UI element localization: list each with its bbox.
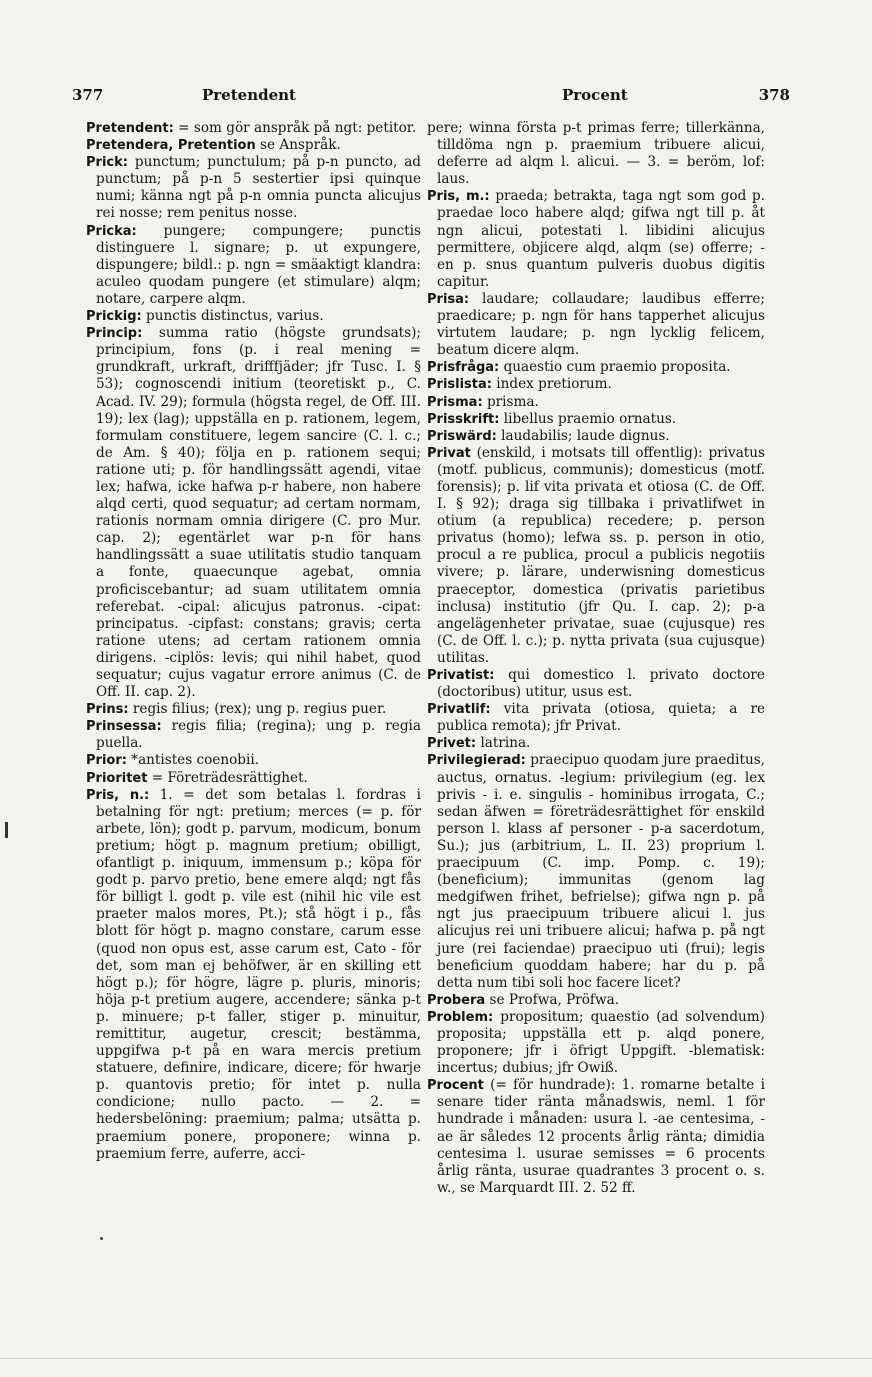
dictionary-entry [427,752,765,991]
dictionary-entry [86,154,421,222]
entry-text: libellus praemio ornatus. [503,410,677,427]
dictionary-entry [86,137,421,154]
dictionary-entry [86,787,421,1163]
entry-text: qui domestico l. privato doctore (doctoribus) utitur, usus est. [437,667,765,701]
dictionary-entry [427,1009,765,1077]
entry-text: quaestio cum praemio proposita. [503,359,731,376]
left-running-head: Pretendent [202,86,296,104]
entry-headword: Prisma: [427,394,483,410]
left-column [86,120,421,1260]
entry-text: se Anspråk. [260,137,341,154]
entry-text: laudabilis; laude dignus. [501,427,670,444]
entry-text: index pretiorum. [496,376,612,393]
entry-text: = som gör anspråk på ngt: petitor. [178,120,417,136]
entry-text: = Företrädesrättighet. [151,769,308,786]
entry-headword: Prick: [86,155,128,171]
entry-text: *antistes coenobii. [131,752,260,769]
entry-headword: Privat [427,445,471,461]
print-speck [100,1237,103,1240]
dictionary-entry [86,718,421,752]
dictionary-entry [427,376,765,393]
entry-text: punctum; punctulum; på p-n puncto, ad punctum; på p-n 5 sestertier ipsi quinque numi; känna ngt på p-n omnia puncta alicujus rei nosse; rem penitus nosse. [96,154,421,222]
entry-text: praeda; betrakta, taga ngt som god p. praedae loco habere alqd; gifwa ngt till p. åt ngn alicui, potestati l. libidini alicujus permittere, objicere alqd, alqm (se) offerre; - en p. snus quantum pulveris duobus digitis capitur. [437,188,765,290]
dictionary-entry [427,701,765,735]
dictionary-entry [427,359,765,376]
entry-headword: Pricka: [86,223,137,239]
entry-headword: Privilegierad: [427,753,526,769]
dictionary-entry [86,223,421,308]
dictionary-entry [86,308,421,325]
right-page-number: 378 [758,86,790,104]
dictionary-entry [427,1077,765,1197]
entry-text: (enskild, i motsats till offentlig): privatus (motf. publicus, communis); domesticus (motf. forensis); p. lif vita privata et otiosa (C. de Off. I. § 92); draga sig tillbaka i privatlifwet in otium (a republica) recedere; p. person privatus (homo); lefwa ss. p. person in otio, procul a re publica, procul a publicis negotiis vivere; p. lärare, underwisning domesticus praeceptor, domestica (privatis parietibus inclusa) institutio (jfr Qu. I. cap. 2); p-a angelägenheter privatae, suae (cujusque) res (C. de Off. l. c.); p. nytta privata (sua cujusque) utilitas. [437,444,765,666]
entry-headword: Prins: [86,702,129,718]
entry-headword: Probera [427,992,486,1008]
entry-headword: Prinsessa: [86,719,162,735]
dictionary-entry [427,667,765,701]
entry-text: (= för hundrade): 1. romarne betalte i senare tider ränta månadswis, neml. 1 för hundrade i månaden: usura l. -ae centesima, -ae är således 12 procents årlig ränta; dimidia centesima l. usurae semisses = 6 procents årlig ränta, usurae quadrantes 3 procent o. s. w., se Marquardt III. 2. 52 ff. [437,1077,765,1196]
entry-headword: Privatlif: [427,702,491,718]
dictionary-entry [86,325,421,701]
right-running-head: Procent [562,86,628,104]
dictionary-entry [86,770,421,787]
scan-edge [0,1358,872,1359]
entry-text: pere; winna första p-t primas ferre; tillerkänna, tilldöma ngn p. praemium tribuere alicui, deferre ad alqm l. alicui. — 3. = beröm, lof: laus. [427,120,765,188]
entry-text: regis filius; (rex); ung p. regius puer. [132,701,387,718]
entry-headword: Problem: [427,1009,494,1025]
entry-text: vita privata (otiosa, quieta; a re publica remota); jfr Privat. [437,701,765,735]
dictionary-entry [86,701,421,718]
dictionary-entry [427,120,765,188]
entry-headword: Privet: [427,736,477,752]
entry-headword: Princip: [86,326,143,342]
entry-headword: Prisfråga: [427,360,500,376]
entry-text: 1. = det som betalas l. fordras i betalning för ngt: pretium; merces (= p. för arbete, lön); godt p. parvum, modicum, bonum pretium; högt p. magnum pretium; obilligt, ofantligt p. iniquum, immensum p.; köpa för godt p. parvo pretio, bene emere alqd; ngt fås för billigt l. godt p. vile est (nihil hic vile est praeter malos mores, Pt.); stå högt i p., fås blott för högt p. magno constare, carum esse (quod non opus est, asse carum est, Cato - för det, som man ej behöfwer, är en skilling ett högt p.); för högre, lägre p. pluris, minoris; höja p-t pretium augere, accendere; sänka p-t p. minuere; p-t faller, stiger p. minuitur, remittitur, augetur, crescit; bestämma, uppgifwa p-t på en wara mercis pretium statuere, definire, indicare, dicere; för hwarje p. quantovis pretio; för intet p. nulla condicione; nullo pacto. — 2. = hedersbelöning: praemium; palma; utsätta p. praemium ponere, proponere; winna p. praemium ferre, auferre, acci- [96,786,421,1162]
entry-headword: Prislista: [427,377,492,393]
entry-headword: Prisa: [427,291,470,307]
page-header [72,86,790,110]
entry-text: prisma. [486,393,539,410]
dictionary-entry [427,992,765,1009]
entry-text: laudare; collaudare; laudibus efferre; praedicare; p. ngn för hans tapperhet alicujus virtutem laudare; p. ngn lycklig felicem, beatum dicere alqm. [437,290,765,359]
margin-mark [5,822,8,838]
entry-headword: Pris, m.: [427,189,490,205]
dictionary-entry [427,735,765,752]
dictionary-entry [86,752,421,769]
entry-headword: Priswärd: [427,428,497,444]
dictionary-entry [427,188,765,291]
entry-text: punctis distinctus, varius. [146,308,324,325]
dictionary-entry [427,445,765,667]
right-column [427,120,765,1260]
entry-text: latrina. [480,735,531,752]
left-page-number: 377 [72,86,104,104]
entry-headword: Prickig: [86,309,142,325]
dictionary-entry [427,411,765,428]
dictionary-entry [427,394,765,411]
entry-text: pungere; compungere; punctis distinguere l. signare; p. ut expungere, dispungere; bildl.: p. ngn = smäaktigt klandra: aculeo quodam pungere (et stimulare) alqm; notare, carpere alqm. [96,222,421,307]
entry-text: regis filia; (regina); ung p. regia puella. [96,718,421,752]
entry-text: propositum; quaestio (ad solvendum) proposita; uppställa ett p. alqd ponere, proponere; jfr i öfrigt Uppgift. -blematisk: incertus; dubius; jfr Owiß. [437,1008,765,1077]
entry-headword: Prioritet [86,770,148,786]
entry-headword: Prisskrift: [427,411,500,427]
dictionary-entry [86,120,421,137]
dictionary-entry [427,428,765,445]
entry-headword: Privatist: [427,668,495,683]
entry-text: praecipuo quodam jure praeditus, auctus, ornatus. -legium: privilegium (eg. lex privis - i. e. singulis - hominibus irrogata, C.; sedan äfwen = företrädesrättighet för enskild person l. klass af personer - p-a sacerdotum, Su.); jus (arbitrium, L. II. 23) proprium l. praecipuum (C. imp. Pomp. c. 19); (beneficium); immunitas (genom lag medgifwen frihet, befrielse); gifwa ngn p. på ngt jus praecipuum tribuere alicui l. jus alicujus rei uni tribuere alicui; hafwa p. på ngt jure (rei faciendae) praecipuo uti (frui); legis beneficium quoddam habere; har du p. på detta num tibi soli hoc facere licet? [437,752,765,991]
entry-headword: Pretendent: [86,121,174,136]
entry-headword: Prior: [86,753,127,769]
dictionary-entry [427,291,765,359]
entry-text: se Profwa, Pröfwa. [489,991,620,1008]
entry-headword: Pretendera, Pretention [86,138,256,154]
entry-headword: Pris, n.: [86,787,150,803]
entry-text: summa ratio (högste grundsats); principium, fons (p. i real mening = grundkraft, urkraft, drifffjäder; jfr Tusc. I. § 53); cognoscendi initium (teoretiskt p., C. Acad. IV. 29); formula (högsta regel, de Off. III. 19); lex (lag); uppställa en p. rationem, legem, formulam constituere, legem sancire (C. l. c.; de Am. § 40); följa en p. rationem sequi; ratione uti; p. för handlingssätt agendi, vitae lex; hafwa, icke hafwa p-r habere, non habere alqd certi, quod sequatur; ad certam normam, rationis normam omnia dirigere (C. pro Mur. cap. 2); egentärlet war p-n för hans handlingssätt a suae utilitatis studio tanquam a fonte, quaecunque agebat, omnia proficiscebantur; ad suam utilitatem omnia referebat. -cipal: alicujus patronus. -cipat: principatus. -cipfast: constans; gravis; certa ratione utens; ad certam rationem omnia dirigens. -ciplös: levis; qui nihil habet, quod sequatur; cujus vagatur errore animus (C. de Off. II. cap. 2). [96,325,421,701]
entry-headword: Procent [427,1078,484,1094]
